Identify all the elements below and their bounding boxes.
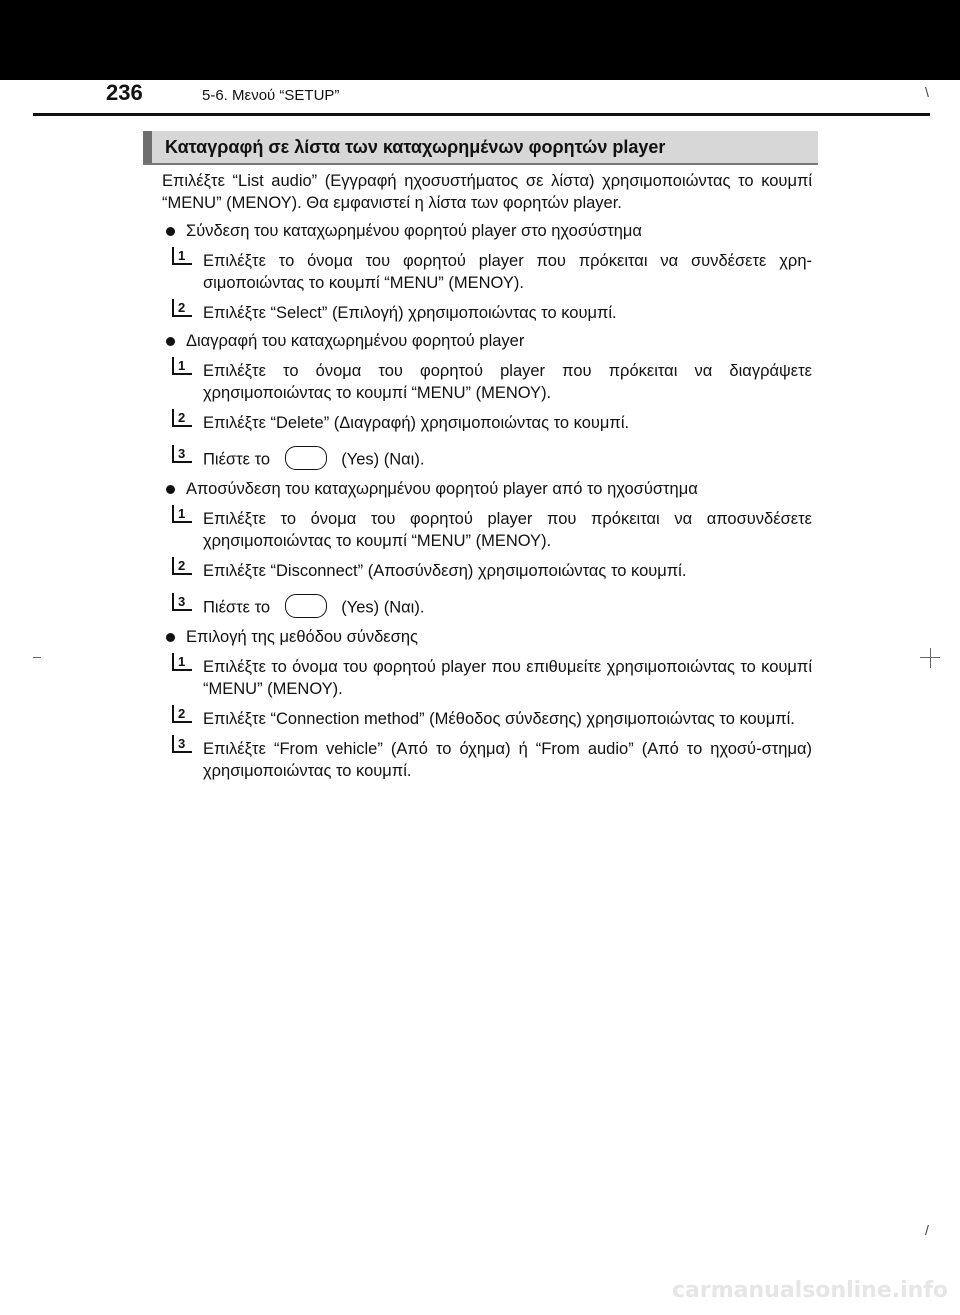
- step-text: Επιλέξτε το όνομα του φορητού player που επιθυμείτε χρησιμοποιώντας το κουμπί “MENU” (ΜΕΝΟΥ).: [203, 658, 812, 698]
- step: [162, 250, 812, 294]
- step-number-icon: 3: [172, 735, 192, 753]
- step-text: Επιλέξτε “Delete” (Διαγραφή) χρησιμοποιώντας το κουμπί.: [203, 414, 630, 432]
- step-text: Επιλέξτε “Disconnect” (Αποσύνδεση) χρησιμοποιώντας το κουμπί.: [203, 562, 687, 580]
- step-number-icon: 1: [172, 357, 192, 375]
- step-text: Επιλέξτε το όνομα του φορητού player που πρόκειται να αποσυνδέσετε χρησιμοποιώντας το κουμπί “MENU” (ΜΕΝΟΥ).: [203, 510, 812, 550]
- crop-mark: [930, 648, 931, 668]
- step-text: (Yes) (Ναι).: [341, 598, 425, 617]
- step-text: Επιλέξτε “Select” (Επιλογή) χρησιμοποιώντας το κουμπί.: [203, 304, 617, 322]
- step-number-icon: 1: [172, 653, 192, 671]
- watermark: carmanualsonline.info: [672, 1278, 948, 1303]
- section-title: Καταγραφή σε λίστα των καταχωρημένων φορητών player: [165, 137, 666, 157]
- step-text: (Yes) (Ναι).: [341, 450, 425, 469]
- step: [162, 448, 812, 472]
- step-number-icon: 3: [172, 445, 192, 463]
- step-text: Επιλέξτε το όνομα του φορητού player που πρόκειται να διαγράψετε χρησιμοποιώντας το κουμπί “MENU” (ΜΕΝΟΥ).: [203, 362, 812, 402]
- crop-mark: /: [925, 1222, 929, 1238]
- bullet-heading: Αποσύνδεση του καταχωρημένου φορητού player από το ηχοσύστημα: [186, 480, 698, 498]
- step: [162, 656, 812, 700]
- step-text: Πιέστε το: [203, 450, 271, 469]
- bullet-heading: Διαγραφή του καταχωρημένου φορητού player: [186, 332, 525, 350]
- step-number-icon: 2: [172, 409, 192, 427]
- bullet-heading: Σύνδεση του καταχωρημένου φορητού player στο ηχοσύστημα: [186, 222, 642, 240]
- step-number-icon: 2: [172, 557, 192, 575]
- knob-button-icon: [285, 594, 327, 618]
- step-text: Επιλέξτε “Connection method” (Μέθοδος σύνδεσης) χρησιμοποιώντας το κουμπί.: [203, 710, 795, 728]
- step-text: Επιλέξτε το όνομα του φορητού player που πρόκειται να συνδέσετε χρη-σιμοποιώντας το κουμπί “MENU” (ΜΕΝΟΥ).: [203, 252, 812, 292]
- step: [162, 708, 812, 730]
- top-black-band: [0, 0, 960, 80]
- content: [162, 170, 812, 788]
- section-label: 5-6. Μενού “SETUP”: [202, 87, 340, 104]
- bullet-disconnect: [162, 478, 812, 500]
- step: [162, 302, 812, 324]
- step: [162, 738, 812, 782]
- bullet-dot-icon: [166, 485, 175, 494]
- bullet-heading: Επιλογή της μεθόδου σύνδεσης: [186, 628, 418, 646]
- step: [162, 560, 812, 582]
- step: [162, 360, 812, 404]
- step: [162, 508, 812, 552]
- step: [162, 412, 812, 434]
- intro-paragraph: Επιλέξτε “List audio” (Εγγραφή ηχοσυστήματος σε λίστα) χρησιμοποιώντας το κουμπί “MENU” (ΜΕΝΟΥ). Θα εμφανιστεί η λίστα των φορητών player.: [162, 172, 812, 212]
- section-title-box: [143, 131, 818, 165]
- bullet-dot-icon: [166, 227, 175, 236]
- knob-button-icon: [285, 446, 327, 470]
- bullet-delete: [162, 330, 812, 352]
- bullet-dot-icon: [166, 337, 175, 346]
- step: [162, 596, 812, 620]
- header-rule: [33, 113, 930, 116]
- crop-mark: \: [925, 84, 929, 100]
- step-text: Επιλέξτε “From vehicle” (Από το όχημα) ή “From audio” (Από το ηχοσύ-στημα) χρησιμοποιώντας το κουμπί.: [203, 740, 812, 780]
- bullet-dot-icon: [166, 633, 175, 642]
- bullet-connection-method: [162, 626, 812, 648]
- step-number-icon: 1: [172, 247, 192, 265]
- title-accent-bar: [143, 131, 152, 163]
- step-number-icon: 3: [172, 593, 192, 611]
- step-number-icon: 2: [172, 705, 192, 723]
- step-number-icon: 2: [172, 299, 192, 317]
- crop-mark: [33, 657, 41, 658]
- bullet-connect: [162, 220, 812, 242]
- step-text: Πιέστε το: [203, 598, 271, 617]
- step-number-icon: 1: [172, 505, 192, 523]
- page-number: 236: [106, 80, 143, 105]
